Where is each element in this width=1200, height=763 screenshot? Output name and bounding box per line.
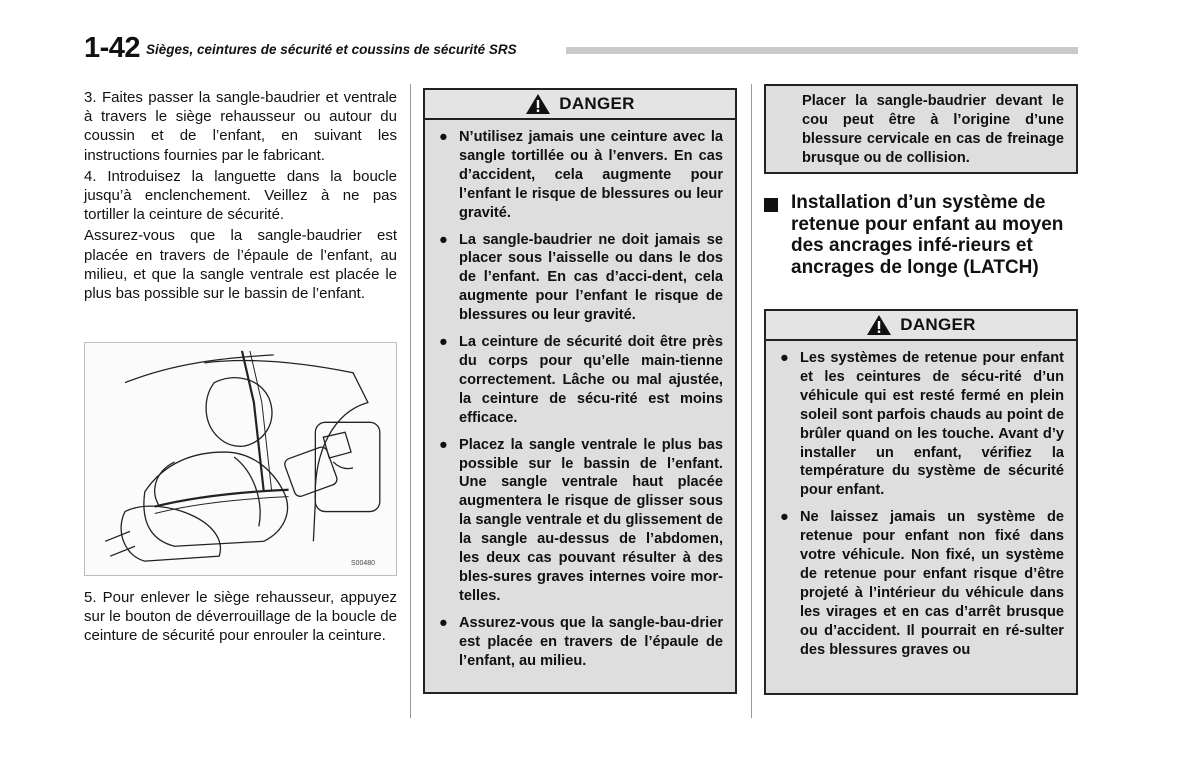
danger-item-text: La sangle-baudrier ne doit jamais se placer sous l’aisselle ou dans le dos de l’enfant. En cas d’acci-dent, cela augmente pour l’enfant le risque de blessures ou leur gravité. <box>459 231 723 324</box>
danger-item <box>437 614 723 671</box>
bullet-dot-icon: ● <box>439 614 448 631</box>
svg-text:S00480: S00480 <box>351 560 375 568</box>
warning-triangle-icon <box>525 93 551 115</box>
section-heading-text: Installation d’un système de retenue pour enfant au moyen des ancrages infé-rieurs et ancrages de longe (LATCH) <box>791 192 1064 278</box>
bullet-dot-icon: ● <box>439 334 448 351</box>
left-column <box>84 88 397 305</box>
section-heading <box>764 192 1078 278</box>
step-3-text: 3. Faites passer la sangle-baudrier et ventrale à travers le siège rehausseur ou autour du coussin et de l’enfant, en suivant les instructions fournies par le fabricant. <box>84 89 397 164</box>
square-marker-icon <box>764 198 778 212</box>
column-divider-left <box>410 84 411 718</box>
bullet-dot-icon: ● <box>439 231 448 248</box>
page-number: 1-42 <box>84 32 141 64</box>
danger-header-right <box>766 311 1076 341</box>
step-4-text: 4. Introduisez la languette dans la boucle jusqu’à enclenchement. Veillez à ne pas tortiller la ceinture de sécurité. <box>84 167 397 224</box>
danger-list-middle <box>425 120 735 670</box>
bullet-dot-icon: ● <box>439 436 448 453</box>
danger-item-text: La ceinture de sécurité doit être près du corps pour qu’elle main-tienne correctement. Lâche ou mal ajustée, la ceinture de sécu-rité est moins efficace. <box>459 334 723 426</box>
danger-item-text: N’utilisez jamais une ceinture avec la sangle tortillée ou à l’envers. En cas d’accident, cela augmente pour l’enfant le risque de blessures ou leur gravité. <box>459 129 723 221</box>
danger-box-right <box>764 309 1078 695</box>
booster-seat-illustration <box>84 342 397 576</box>
danger-item-text: Ne laissez jamais un système de retenue pour enfant non fixé dans votre véhicule. Non fixé, un système de retenue pour enfant risque d’être projeté à l’intérieur du véhicule dans les virages et en cas d’arrêt brusque ou d’accident. Il pourrait en ré-sulter des blessures graves ou <box>800 509 1064 658</box>
danger-item-text: Assurez-vous que la sangle-bau-drier est placée en travers de l’épaule de l’enfant, au milieu. <box>459 614 723 669</box>
danger-header-middle <box>425 90 735 120</box>
bullet-dot-icon: ● <box>439 129 448 145</box>
bullet-dot-icon: ● <box>780 509 789 526</box>
danger-label: DANGER <box>900 315 976 334</box>
danger-item <box>437 128 723 223</box>
danger-item <box>778 349 1064 500</box>
booster-seat-drawing <box>85 343 396 575</box>
danger-list-right <box>766 341 1076 660</box>
danger-continuation-box <box>764 84 1078 174</box>
danger-item <box>778 508 1064 659</box>
danger-item <box>437 333 723 428</box>
danger-item-text: Placez la sangle ventrale le plus bas possible sur le bassin de l’enfant. Une sangle ventrale haut placée augmentera le risque de glisser sous la sangle ventrale et du glissement de la sangle au-dessus de l’abdomen, les deux cas pouvant résulter à des bles-sures graves internes voire mor-telles. <box>459 436 723 604</box>
bullet-dot-icon: ● <box>780 350 789 366</box>
danger-label: DANGER <box>559 94 635 113</box>
danger-item <box>437 231 723 326</box>
column-divider-right <box>751 84 752 718</box>
header-title: Sièges, ceintures de sécurité et coussins de sécurité SRS <box>146 42 517 57</box>
warning-triangle-icon <box>866 314 892 336</box>
danger-box-middle <box>423 88 737 694</box>
step-5-text: 5. Pour enlever le siège rehausseur, appuyez sur le bouton de déverrouillage de la boucle de ceinture de sécurité pour enrouler la ceinture. <box>84 589 397 645</box>
danger-item-text: Les systèmes de retenue pour enfant et les ceintures de sécu-rité d’un véhicule qui est resté fermé en plein soleil sont parfois chauds au point de brûler quand on les touche. Avant d’y installer un enfant, vérifiez la température du système de sécurité pour enfant. <box>800 350 1064 499</box>
header-rule <box>566 47 1078 54</box>
danger-item <box>437 436 723 606</box>
check-text: Assurez-vous que la sangle-baudrier est placée en travers de l’épaule de l’enfant, au milieu, et que la sangle ventrale est placée le plus bas possible sur le bassin de l’enfant. <box>84 227 397 303</box>
continuation-text: Placer la sangle-baudrier devant le cou peut être à l’origine d’une blessure cervicale en cas de freinage brusque ou de collision. <box>802 93 1064 166</box>
